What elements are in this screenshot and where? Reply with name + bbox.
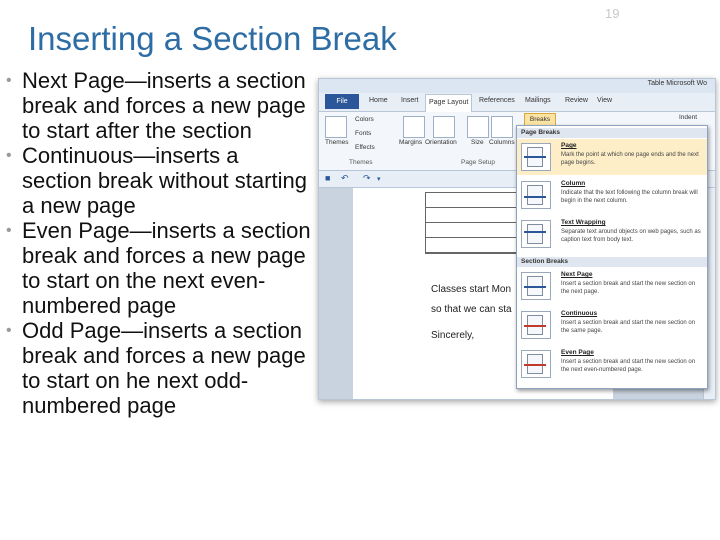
section-breaks-header: Section Breaks [517,257,707,267]
menu-item-text-wrapping-desc: Separate text around objects on web pages, such as caption text from body text. [561,229,701,243]
page-breaks-header: Page Breaks [517,128,707,138]
tab-page-layout[interactable]: Page Layout [425,94,472,112]
columns-button-label: Columns [489,139,515,146]
menu-item-next-page[interactable] [517,268,707,304]
ribbon-tab-bar [319,93,715,112]
slide-number: 19 [605,6,620,21]
menu-item-page-desc: Mark the point at which one page ends and the next page begins. [561,152,699,166]
orientation-button-label: Orientation [425,139,457,146]
menu-item-page-title: Page [561,142,577,149]
doc-text-line-1: Classes start Mon [431,284,512,295]
tab-references[interactable]: References [479,97,515,104]
bullet-dot-icon: • [6,72,12,89]
bullet-even-page: • Even Page—inserts a section break and forces a new page to start on the next even-numbered page [6,218,311,318]
even-page-break-icon [521,350,551,378]
save-icon[interactable]: ■ [325,173,331,183]
menu-item-continuous-title: Continuous [561,310,598,317]
colors-button[interactable]: Colors [355,116,374,123]
group-page-setup-label: Page Setup [461,159,495,166]
breaks-dropdown-menu [516,125,708,389]
margins-button-label: Margins [399,139,423,146]
menu-item-even-page-desc: Insert a section break and start the new section on the next even-numbered page. [561,359,696,373]
size-button-label: Size [471,139,484,146]
tab-review[interactable]: Review [565,97,588,104]
tab-view[interactable]: View [597,97,613,104]
window-title: Table Microsoft Wo [647,80,707,87]
undo-icon[interactable]: ↶ [341,173,349,183]
breaks-button[interactable]: Breaks [524,113,556,127]
menu-item-continuous[interactable] [517,307,707,343]
menu-item-even-page[interactable] [517,346,707,382]
indent-label: Indent [679,114,698,121]
menu-item-even-page-title: Even Page [561,349,594,356]
menu-item-page[interactable] [517,139,707,175]
menu-item-text-wrapping-title: Text Wrapping [561,219,606,226]
tab-mailings[interactable]: Mailings [525,97,551,104]
slide-title: Inserting a Section Break [28,20,397,57]
doc-text-line-2: so that we can sta [431,304,512,315]
menu-item-column[interactable] [517,177,707,213]
orientation-icon[interactable] [433,116,455,138]
bullet-odd-page: • Odd Page—inserts a section break and forces a new page to start on he next odd-numbered page [6,318,306,418]
customize-qat-icon[interactable]: ▾ [377,176,381,183]
themes-icon[interactable] [325,116,347,138]
menu-item-text-wrapping[interactable] [517,216,707,252]
fonts-button[interactable]: Fonts [355,130,372,137]
bullet-dot-icon: • [6,322,12,339]
bullet-list [4,68,314,418]
bullet-dot-icon: • [6,222,12,239]
menu-item-next-page-title: Next Page [561,271,593,278]
themes-button-label: Themes [325,139,349,146]
size-icon[interactable] [467,116,489,138]
tab-insert[interactable]: Insert [401,97,419,104]
menu-item-column-desc: Indicate that the text following the column break will begin in the next column. [561,190,698,204]
effects-button[interactable]: Effects [355,144,375,151]
next-page-break-icon [521,272,551,300]
text-wrapping-break-icon [521,220,551,248]
redo-icon[interactable]: ↷ [363,173,371,183]
menu-item-column-title: Column [561,180,586,187]
group-themes-label: Themes [349,159,373,166]
bullet-next-page: • Next Page—inserts a section break and forces a new page to start after the section [6,68,306,143]
menu-item-continuous-desc: Insert a section break and start the new section on the same page. [561,320,696,334]
word-screenshot [318,78,716,400]
margins-icon[interactable] [403,116,425,138]
tab-home[interactable]: Home [369,97,388,104]
column-break-icon [521,181,551,209]
menu-item-next-page-desc: Insert a section break and start the new section on the next page. [561,281,696,295]
bullet-continuous: • Continuous—inserts a section break without starting a new page [6,143,307,218]
tab-file[interactable]: File [325,94,359,109]
doc-text-line-3: Sincerely, [431,330,475,341]
page-break-icon [521,143,551,171]
bullet-dot-icon: • [6,147,12,164]
continuous-break-icon [521,311,551,339]
columns-icon[interactable] [491,116,513,138]
window-titlebar [319,79,715,93]
